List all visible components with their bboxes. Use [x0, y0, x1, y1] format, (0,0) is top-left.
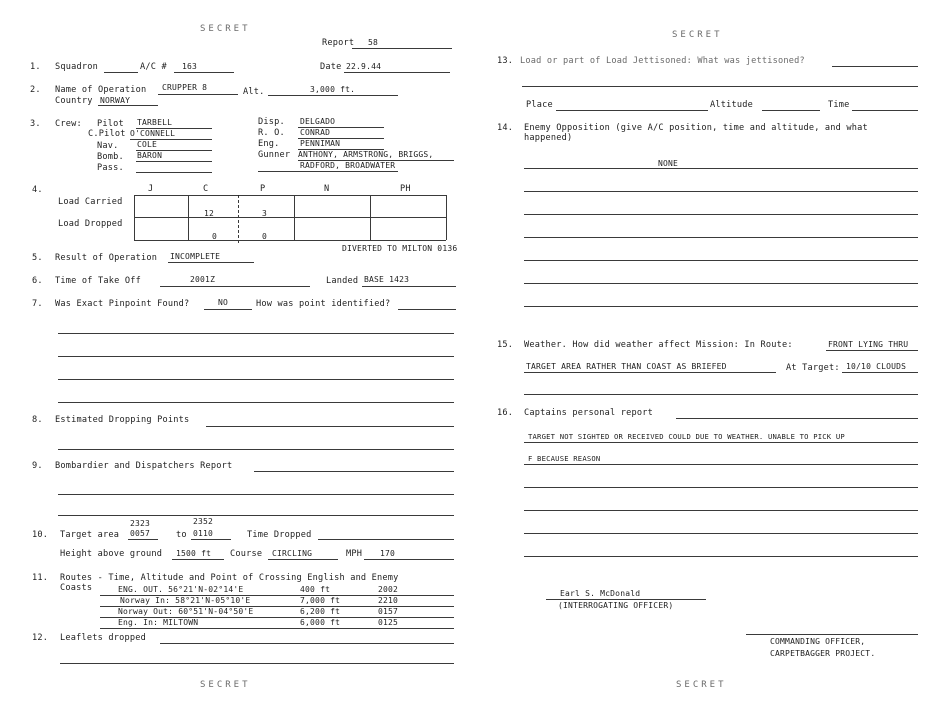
item-13-number: 13.: [497, 56, 514, 66]
eng-label: Eng.: [258, 139, 280, 149]
item-14-line-3: [524, 214, 918, 215]
altitude-line: [762, 110, 820, 111]
load-dropped-label: Load Dropped: [58, 219, 123, 229]
load-carried-c: 12: [204, 209, 215, 218]
route-2-time: 0157: [378, 607, 399, 616]
operation-value: CRUPPER 8: [162, 83, 208, 92]
mph-label: MPH: [346, 549, 363, 559]
bomb-value: BARON: [137, 151, 163, 160]
gunner-value-2: RADFORD, BROADWATER: [300, 161, 396, 170]
item-15-line-3: [524, 394, 918, 395]
item-9-number: 9.: [32, 461, 43, 471]
item-2-number: 2.: [30, 85, 41, 95]
time-label: Time: [828, 100, 850, 110]
alt-value: 3,000 ft.: [310, 85, 356, 94]
item-7-number: 7.: [32, 299, 43, 309]
pilot-value: TARBELL: [137, 118, 173, 127]
routes-label: Routes - Time, Altitude and Point of Crossing English and Enemy: [60, 573, 399, 583]
result-line: [168, 262, 254, 263]
captain-line: [676, 418, 918, 419]
captain-rule-3: [524, 487, 918, 488]
signature-name: Earl S. McDonald: [560, 589, 641, 598]
load-col-line-3: [294, 195, 295, 240]
date-value: 22.9.44: [346, 62, 382, 71]
target-from-line: [128, 539, 158, 540]
course-line: [268, 559, 338, 560]
target-from-top: 2323: [130, 519, 151, 528]
item-3-number: 3.: [30, 119, 41, 129]
route-2-place: Norway Out: 60°51'N-04°50'E: [118, 607, 254, 616]
course-value: CIRCLING: [272, 549, 313, 558]
target-label: Target area: [60, 530, 120, 540]
item-9-line-3: [58, 515, 454, 516]
leaflets-line: [160, 643, 454, 644]
mph-value: 170: [380, 549, 396, 558]
country-label: Country: [55, 96, 93, 106]
item-7-line-1: [58, 333, 454, 334]
header-secret-left: SECRET: [200, 24, 251, 34]
item-7-line-4: [58, 402, 454, 403]
item-14-line-6: [524, 283, 918, 284]
bombardier-line: [254, 471, 454, 472]
item-8-line-2: [58, 449, 454, 450]
item-6-number: 6.: [32, 276, 43, 286]
ac-number: 163: [182, 62, 198, 71]
load-col-j: J: [148, 184, 154, 194]
mph-line: [364, 559, 454, 560]
target-to-line: [191, 539, 231, 540]
footer-secret-right: SECRET: [676, 680, 727, 690]
captain-label: Captains personal report: [524, 408, 653, 418]
at-target-line: [842, 372, 918, 373]
dropping-label: Estimated Dropping Points: [55, 415, 190, 425]
takeoff-line: [160, 286, 310, 287]
at-target-label: At Target:: [786, 363, 840, 373]
time-dropped-line: [318, 539, 454, 540]
route-1-time: 2210: [378, 596, 399, 605]
route-1-alt: 7,000 ft: [300, 596, 341, 605]
captain-rule-1: [524, 442, 918, 443]
officer-title-1: COMMANDING OFFICER,: [770, 637, 866, 646]
item-5-number: 5.: [32, 253, 43, 263]
country-value: NORWAY: [100, 96, 131, 105]
squadron-label: Squadron: [55, 62, 98, 72]
landed-value: BASE 1423: [364, 275, 410, 284]
captain-rule-4: [524, 510, 918, 511]
target-to: 0110: [193, 529, 214, 538]
load-carried-p: 3: [262, 209, 268, 218]
load-col-p: P: [260, 184, 266, 194]
right-report-page: [480, 0, 950, 720]
squadron-line: [104, 72, 138, 73]
load-col-line-5: [446, 195, 447, 240]
height-label: Height above ground: [60, 549, 163, 559]
item-14-line-4: [524, 237, 918, 238]
result-label: Result of Operation: [55, 253, 158, 263]
route-0-time: 2002: [378, 585, 399, 594]
dropping-line: [206, 426, 454, 427]
weather-route-value: FRONT LYING THRU: [828, 340, 909, 349]
item-16-number: 16.: [497, 408, 514, 418]
route-3-line: [100, 628, 454, 629]
item-1-number: 1.: [30, 62, 41, 72]
pass-line: [136, 172, 212, 173]
ro-value: CONRAD: [300, 128, 331, 137]
enemy-label: Enemy Opposition (give A/C position, time and altitude, and what: [524, 123, 868, 133]
enemy-label-2: happened): [524, 133, 573, 143]
captain-report-1: TARGET NOT SIGHTED OR RECEIVED COULD DUE TO WEATHER. UNABLE TO PICK UP: [528, 432, 845, 441]
place-line: [556, 110, 708, 111]
captain-report-2: F BECAUSE REASON: [528, 454, 601, 463]
ro-label: R. O.: [258, 128, 285, 138]
captain-rule-5: [524, 533, 918, 534]
altitude-label: Altitude: [710, 100, 753, 110]
diverted-note: DIVERTED TO MILTON 0136: [342, 244, 458, 253]
load-col-ph: PH: [400, 184, 411, 194]
item-4-number: 4.: [32, 185, 43, 195]
pinpoint-line: [204, 309, 252, 310]
takeoff-value: 2001Z: [190, 275, 216, 284]
crew-label: Crew:: [55, 119, 82, 129]
bombardier-label: Bombardier and Dispatchers Report: [55, 461, 233, 471]
target-to-top: 2352: [193, 517, 214, 526]
load-col-line-1: [188, 195, 189, 240]
item-14-line-2: [524, 191, 918, 192]
alt-line: [268, 95, 398, 96]
identified-label: How was point identified?: [256, 299, 391, 309]
item-14-line-1: [524, 168, 918, 169]
route-0-alt: 400 ft: [300, 585, 331, 594]
load-dropped-p: 0: [262, 232, 268, 241]
item-10-number: 10.: [32, 530, 49, 540]
takeoff-label: Time of Take Off: [55, 276, 141, 286]
item-13-line-2: [522, 86, 918, 87]
operation-line: [158, 94, 238, 95]
bomb-line: [136, 161, 212, 162]
course-label: Course: [230, 549, 263, 559]
item-8-number: 8.: [32, 415, 43, 425]
routes-label-2: Coasts: [60, 583, 93, 593]
copilot-label: C.Pilot: [88, 129, 126, 139]
report-number: 58: [368, 38, 379, 47]
gunner-value: ANTHONY, ARMSTRONG, BRIGGS,: [298, 150, 434, 159]
footer-secret-left: SECRET: [200, 680, 251, 690]
pass-label: Pass.: [97, 163, 124, 173]
result-value: INCOMPLETE: [170, 252, 221, 261]
report-label: Report: [322, 38, 355, 48]
item-14-line-5: [524, 260, 918, 261]
load-col-c: C: [203, 184, 209, 194]
ac-line: [174, 72, 234, 73]
pilot-label: Pilot: [97, 119, 124, 129]
target-from: 0057: [130, 529, 151, 538]
gunner-line-2: [258, 171, 398, 172]
weather-line-2-rule: [524, 372, 776, 373]
pinpoint-value: NO: [218, 298, 229, 307]
item-14-line-7: [524, 306, 918, 307]
load-col-line-0: [134, 195, 135, 240]
time-dropped-label: Time Dropped: [247, 530, 312, 540]
time-line: [852, 110, 918, 111]
weather-line-2: TARGET AREA RATHER THAN COAST AS BRIEFED: [526, 362, 727, 371]
leaflets-label: Leaflets dropped: [60, 633, 146, 643]
load-col-n: N: [324, 184, 330, 194]
operation-label: Name of Operation: [55, 85, 147, 95]
load-col-line-2: [238, 195, 239, 243]
disp-label: Disp.: [258, 117, 285, 127]
item-7-line-2: [58, 356, 454, 357]
alt-label: Alt.: [243, 87, 265, 97]
route-1-place: Norway In: 58°21'N-05°10'E: [120, 596, 251, 605]
header-secret-right: SECRET: [672, 30, 723, 40]
country-line: [98, 105, 158, 106]
captain-rule-2: [524, 464, 918, 465]
load-col-line-4: [370, 195, 371, 240]
enemy-value: NONE: [658, 159, 679, 168]
captain-rule-6: [524, 556, 918, 557]
item-12-line-2: [60, 663, 454, 664]
load-table-mid: [134, 217, 446, 218]
load-table-top: [134, 195, 446, 196]
eng-value: PENNIMAN: [300, 139, 341, 148]
pinpoint-label: Was Exact Pinpoint Found?: [55, 299, 190, 309]
place-label: Place: [526, 100, 553, 110]
landed-label: Landed: [326, 276, 359, 286]
item-7-line-3: [58, 379, 454, 380]
to-label: to: [176, 530, 187, 540]
ac-label: A/C #: [140, 62, 167, 72]
jettison-label: Load or part of Load Jettisoned: What was jettisoned?: [520, 56, 805, 66]
route-3-alt: 6,000 ft: [300, 618, 341, 627]
item-9-line-2: [58, 494, 454, 495]
at-target-value: 10/10 CLOUDS: [846, 362, 907, 371]
item-14-number: 14.: [497, 123, 514, 133]
landed-line: [362, 286, 456, 287]
route-0-place: ENG. OUT. 56°21'N-02°14'E: [118, 585, 244, 594]
load-dropped-c: 0: [212, 232, 218, 241]
officer-signature-line: [746, 634, 918, 635]
weather-label: Weather. How did weather affect Mission: In Route:: [524, 340, 793, 350]
gunner-label: Gunner: [258, 150, 291, 160]
item-11-number: 11.: [32, 573, 49, 583]
nav-value: COLE: [137, 140, 158, 149]
disp-value: DELGADO: [300, 117, 336, 126]
route-3-place: Eng. In: MILTOWN: [118, 618, 199, 627]
signature-title: (INTERROGATING OFFICER): [558, 601, 674, 610]
date-label: Date: [320, 62, 342, 72]
item-15-number: 15.: [497, 340, 514, 350]
identified-line: [398, 309, 456, 310]
height-line: [172, 559, 224, 560]
load-table-bottom: [134, 240, 446, 241]
copilot-value: O'CONNELL: [130, 129, 176, 138]
bomb-label: Bomb.: [97, 152, 124, 162]
route-2-alt: 6,200 ft: [300, 607, 341, 616]
item-12-number: 12.: [32, 633, 49, 643]
report-line: [352, 48, 452, 49]
date-line: [344, 72, 450, 73]
jettison-line: [832, 66, 918, 67]
weather-route-line: [826, 350, 918, 351]
officer-title-2: CARPETBAGGER PROJECT.: [770, 649, 876, 658]
nav-label: Nav.: [97, 141, 119, 151]
route-3-time: 0125: [378, 618, 399, 627]
height-value: 1500 ft: [176, 549, 212, 558]
load-carried-label: Load Carried: [58, 197, 123, 207]
